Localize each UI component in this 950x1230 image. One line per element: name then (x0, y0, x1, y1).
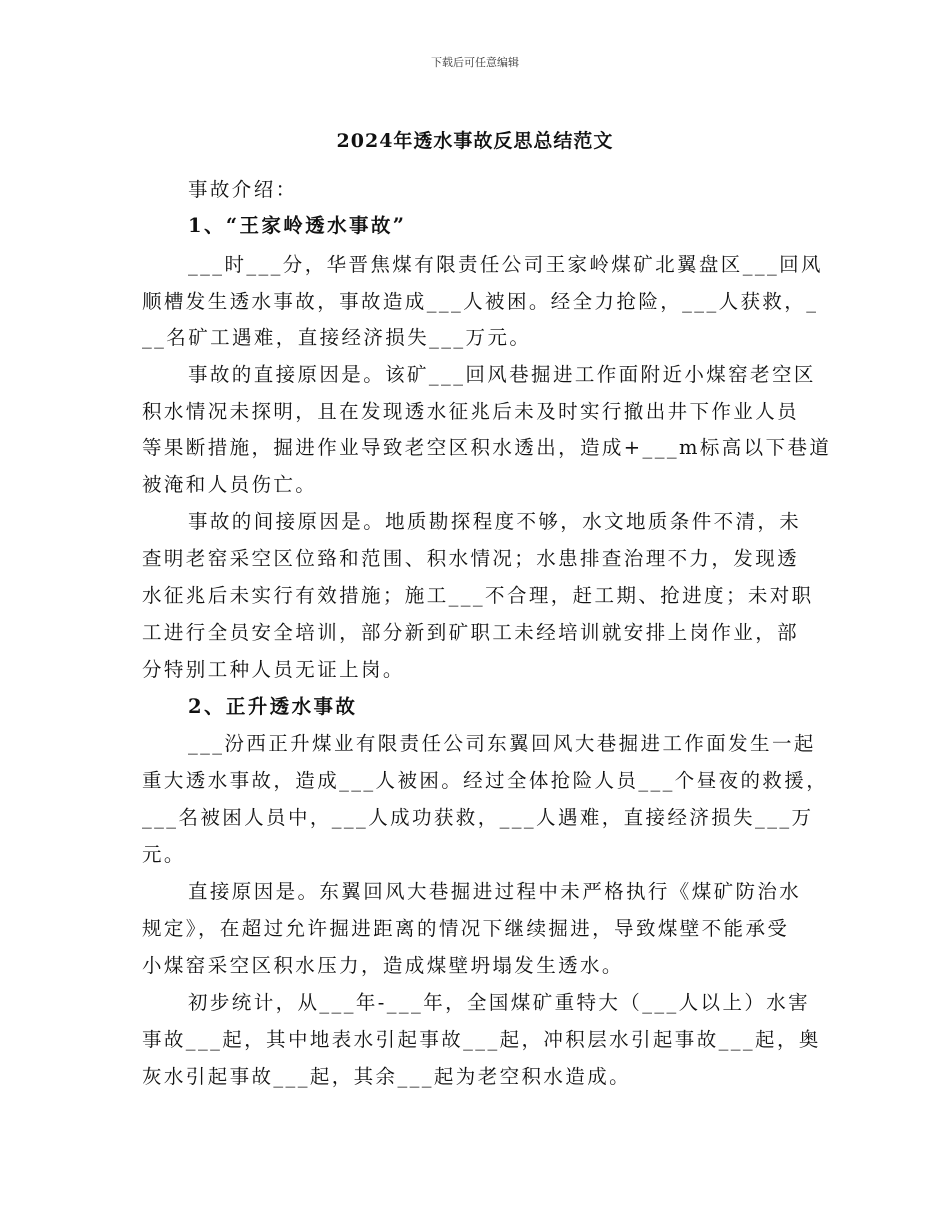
paragraph-line: 积水情况未探明，且在发现透水征兆后未及时实行撤出井下作业人员 (142, 400, 800, 423)
paragraph-line: 重大透水事故，造成___人被困。经过全体抢险人员___个昼夜的救援， (142, 769, 829, 792)
heading-zhengsheng: 2、正升透水事故 (188, 695, 358, 718)
paragraph-line: 事故___起，其中地表水引起事故___起，冲积层水引起事故___起，奥 (142, 1028, 821, 1051)
paragraph-line: 工进行全员安全培训，部分新到矿职工未经培训就安排上岗作业，部 (142, 621, 800, 644)
paragraph-line: ___时___分，华晋焦煤有限责任公司王家岭煤矿北翼盘区___回风 (188, 253, 823, 276)
paragraph-line: 顺槽发生透水事故，事故造成___人被困。经全力抢险，___人获救，_ (142, 290, 819, 313)
paragraph-line: __名矿工遇难，直接经济损失___万元。 (142, 326, 532, 349)
paragraph-line: 等果断措施，掘进作业导致老空区积水透出，造成+___m标高以下巷道 (142, 436, 832, 459)
header-note: 下载后可任意编辑 (431, 56, 519, 69)
paragraph-line: 规定》，在超过允许掘进距离的情况下继续掘进，导致煤壁不能承受 (142, 917, 790, 940)
document-title: 2024年透水事故反思总结范文 (336, 130, 614, 152)
paragraph-line: ___汾西正升煤业有限责任公司东翼回风大巷掘进工作面发生一起 (188, 732, 816, 755)
paragraph-line: 事故的直接原因是。该矿___回风巷掘进工作面附近小煤窑老空区 (188, 363, 816, 386)
paragraph-line: ___名被困人员中，___人成功获救，___人遇难，直接经济损失___万 (142, 806, 814, 829)
paragraph-line: 事故的间接原因是。地质勘探程度不够，水文地质条件不清，未 (188, 510, 802, 533)
paragraph-line: 查明老窑采空区位臵和范围、积水情况；水患排查治理不力，发现透 (142, 547, 800, 570)
section-intro: 事故介绍： (188, 178, 298, 201)
paragraph-line: 灰水引起事故___起，其余___起为老空积水造成。 (142, 1065, 632, 1088)
paragraph-line: 元。 (142, 843, 186, 866)
paragraph-line: 水征兆后未实行有效措施；施工___不合理，赶工期、抢进度；未对职 (142, 584, 814, 607)
heading-wangjialing: 1、“王家岭透水事故” (188, 214, 407, 237)
paragraph-line: 初步统计，从___年-___年，全国煤矿重特大（___人以上）水害 (188, 991, 811, 1014)
paragraph-line: 被淹和人员伤亡。 (142, 473, 318, 496)
paragraph-line: 直接原因是。东翼回风大巷掘进过程中未严格执行《煤矿防治水 (188, 880, 802, 903)
paragraph-line: 小煤窑采空区积水压力，造成煤壁坍塌发生透水。 (142, 954, 624, 977)
paragraph-line: 分特别工种人员无证上岗。 (142, 658, 405, 681)
